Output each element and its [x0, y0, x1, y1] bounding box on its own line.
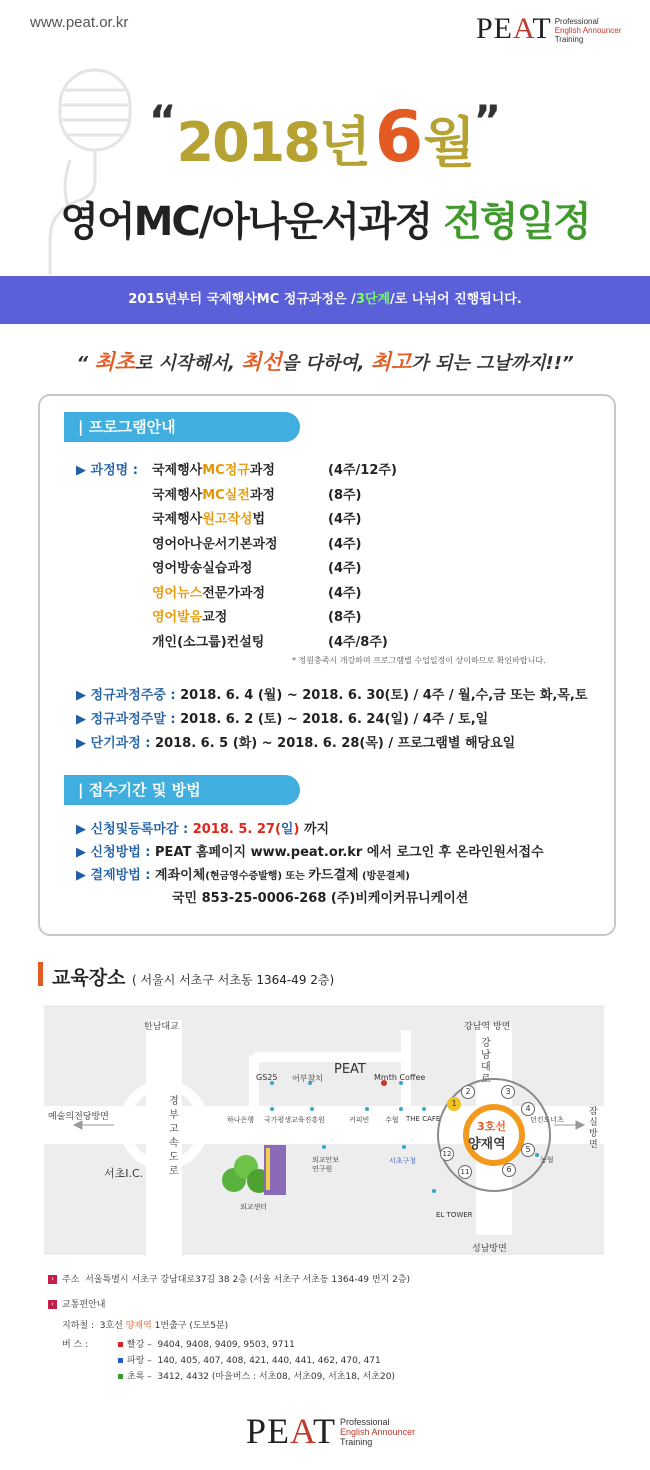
schedule-weekday: ▶ 정규과정주중 : 2018. 6. 4 (월) ~ 2018. 6. 30(토) / 4주 / 월,수,금 또는 화,목,토 — [76, 688, 588, 703]
schedule-weekend: ▶ 정규과정주말 : 2018. 6. 2 (토) ~ 2018. 6. 24(일) / 4주 / 토,일 — [76, 712, 489, 727]
course-label: ▶ 과정명 : — [76, 463, 138, 478]
map-label-seongnam: 성남방면 — [472, 1244, 507, 1254]
slogan: “ 최초로 시작해서, 최선을 다하여, 최고가 되는 그날까지!!” — [76, 350, 574, 374]
exit-12: 12 — [440, 1147, 454, 1161]
map-label-thecafe: THE CAFE — [406, 1115, 441, 1123]
section-title-apply: | 접수기간 및 방법 — [64, 775, 300, 805]
footer-wordmark: PEAT — [246, 1411, 337, 1451]
duration: (4주) — [328, 561, 362, 576]
course-list — [152, 459, 278, 655]
map-label-highway: 경부고속도로 — [169, 1096, 179, 1177]
duration: (4주/8주) — [328, 634, 388, 650]
list-item: 영어방송실습과정 — [152, 561, 253, 576]
peat-logo — [476, 14, 621, 44]
bus-blue: 파랑 – 140, 405, 407, 408, 421, 440, 441, 462, 470, 471 — [118, 1353, 381, 1366]
schedule-short: ▶ 단기과정 : 2018. 6. 5 (화) ~ 2018. 6. 28(목) / 프로그램별 해당요일 — [76, 736, 516, 751]
duration: (8주) — [328, 487, 362, 503]
logo-wordmark: PEAT — [476, 12, 552, 45]
map-label-kukgi: 국가평생교육진흥원 — [264, 1116, 325, 1124]
apply-deadline: ▶ 신청및등록마감 : 2018. 5. 27(일) 까지 — [76, 822, 330, 837]
exit-6: 6 — [502, 1163, 516, 1177]
exit-2: 2 — [461, 1085, 475, 1099]
duration: (4주) — [328, 585, 362, 601]
map-label-gangnam: 강남역 방면 — [464, 1022, 511, 1032]
list-item: 영어아나운서기본과정 — [152, 536, 278, 552]
map-label-coffee: 커피빈 — [349, 1116, 370, 1124]
list-item: 영어발음교정 — [152, 610, 228, 625]
address-row: › 주소 서울특별시 서초구 강남대로37길 38 2층 (서울 서초구 서초동 1364-49 번지 2층) — [48, 1272, 410, 1285]
exit-1: 1 — [447, 1097, 461, 1111]
list-item: 개인(소그룹)컨설팅 — [152, 634, 265, 650]
headline-date: “2018년 6월” — [148, 96, 502, 178]
footer-tagline: Professional English Announcer Training — [340, 1417, 416, 1447]
duration: (4주/12주) — [328, 463, 397, 478]
map-label-oegyo-center: 외교센터 — [240, 1203, 268, 1211]
map-label-mmth: Mmth Coffee — [374, 1073, 426, 1082]
logo-tagline: Professional English Announcer Training — [554, 17, 622, 44]
map-roads — [44, 1005, 604, 1255]
map-label-dunkin: 던킨도너츠 — [530, 1116, 564, 1124]
apply-method: ▶ 신청방법 : PEAT 홈페이지 www.peat.or.kr 에서 로그인 후 온라인원서접수 — [76, 845, 544, 860]
course-durations — [328, 459, 397, 655]
apply-payment: ▶ 결제방법 : 계좌이체(현금영수증발행) 또는 카드결제 (방문결제) — [76, 868, 410, 883]
bus-red: 빨강 – 9404, 9408, 9409, 9503, 9711 — [118, 1337, 295, 1350]
map-label-gs25: GS25 — [256, 1073, 278, 1082]
map-label-jamsil: 잠실방면 — [589, 1107, 598, 1150]
list-item: 국제행사MC실전과정 — [152, 487, 275, 503]
section-title-program: | 프로그램안내 — [64, 412, 300, 442]
map-label-nonghyup: 농협 — [540, 1156, 554, 1164]
location-title: 교육장소 ( 서울시 서초구 서초동 1364-49 2층) — [52, 967, 335, 989]
map-label-eobu: 어부참치 — [292, 1074, 323, 1083]
exit-11: 11 — [458, 1165, 472, 1179]
duration: (4주) — [328, 536, 362, 552]
bus-green: 초록 – 3412, 4432 (마을버스 : 서초08, 서초09, 서초18, 서초20) — [118, 1369, 395, 1382]
exit-4: 4 — [521, 1102, 535, 1116]
program-note: * 정원충족시 개강하며 프로그램별 수업일정이 상이하므로 확인바랍니다. — [292, 656, 546, 665]
map-label-seocho-gu: 서초구청 — [389, 1157, 417, 1165]
map-label-eltower: EL TOWER — [436, 1211, 473, 1219]
exit-5: 5 — [521, 1143, 535, 1157]
map-label-oegyo-an: 외교안보 — [312, 1156, 340, 1164]
bank-account: 국민 853-25-0006-268 (주)비케이커뮤니케이션 — [172, 891, 469, 906]
list-item: 국제행사MC정규과정 — [152, 463, 275, 478]
map-label-station-line: 3호선 — [477, 1120, 506, 1133]
map-label-gangnam-road: 강남대로 — [481, 1038, 491, 1085]
list-item: 영어뉴스전문가과정 — [152, 585, 266, 601]
location-marker — [38, 962, 43, 986]
headline-course: 영어MC/아나운서과정 전형일정 — [60, 199, 590, 245]
site-url[interactable]: www.peat.or.kr — [30, 14, 129, 31]
info-banner: 2015년부터 국제행사MC 정규과정은 /3단계/로 나뉘어 진행됩니다. — [0, 276, 650, 324]
duration: (4주) — [328, 512, 362, 527]
location-map — [44, 1005, 604, 1255]
duration: (8주) — [328, 610, 362, 625]
map-label-arts: 예술의전당방면 — [48, 1112, 109, 1122]
map-label-oegyo-yeon: 연구원 — [312, 1165, 333, 1173]
bus-label: 버 스 : — [62, 1340, 89, 1350]
map-label-station-name: 양재역 — [468, 1137, 506, 1152]
map-label-suhyeop: 수협 — [385, 1116, 399, 1124]
exit-3: 3 — [501, 1085, 515, 1099]
map-label-hannam: 한남대교 — [144, 1022, 179, 1032]
map-label-hana: 하나은행 — [227, 1116, 255, 1124]
transit-label: › 교통편안내 — [48, 1297, 105, 1310]
subway-row: 지하철 : 3호선 양재역 1번출구 (도보5분) — [62, 1321, 229, 1331]
map-label-peat: PEAT — [334, 1062, 366, 1077]
map-label-seocho-ic: 서초I.C. — [104, 1167, 144, 1180]
footer-logo — [246, 1413, 415, 1449]
list-item: 국제행사원고작성법 — [152, 512, 266, 527]
